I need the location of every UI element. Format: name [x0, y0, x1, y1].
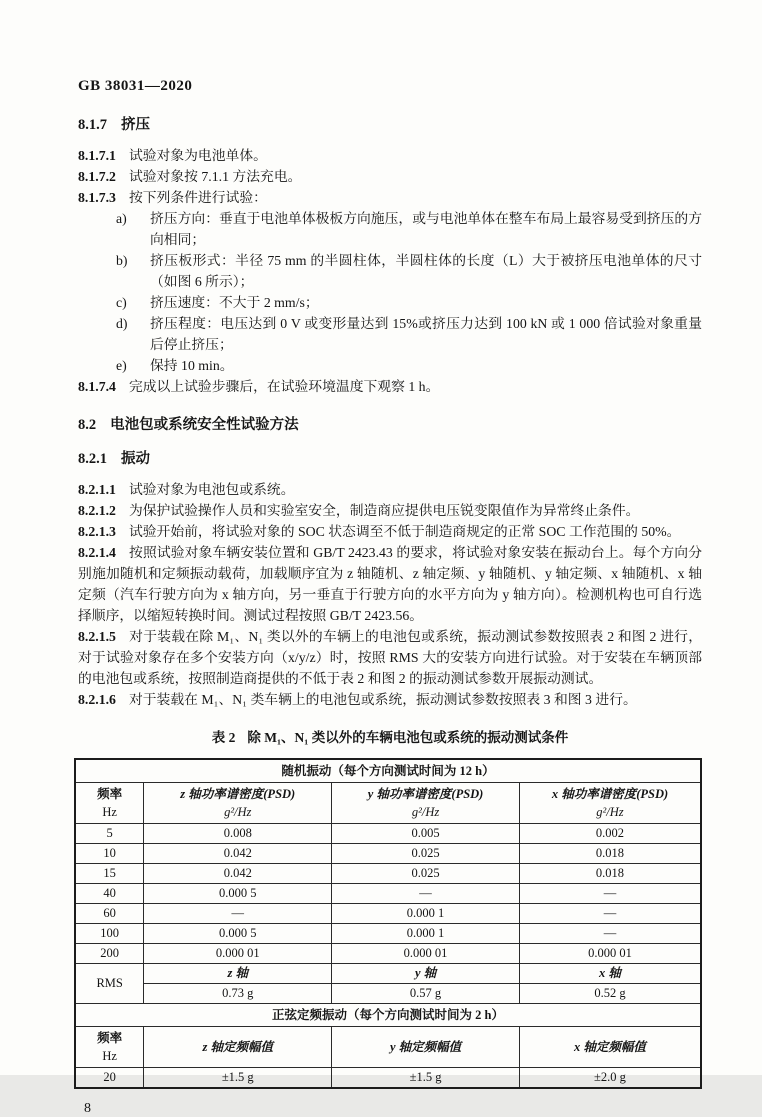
sine-z-column-header: z 轴定频幅值: [144, 1027, 332, 1068]
clause-text: 试验对象为电池包或系统。: [128, 482, 295, 497]
clause-number: 8.1.7.3: [78, 190, 116, 205]
clause-number: 8.1.7.2: [78, 169, 116, 184]
table-row: [75, 984, 701, 1004]
y-psd-cell: 0.000 1: [332, 924, 520, 944]
sine-freq-cell: 20: [75, 1068, 144, 1089]
frequency-label: 频率: [97, 1031, 123, 1045]
rms-x-value: 0.52 g: [519, 984, 701, 1004]
frequency-column-header: [75, 783, 144, 824]
clause-8-2-1-5: [78, 626, 702, 689]
list-label: d): [116, 316, 128, 331]
y-psd-label: y 轴功率谱密度(PSD): [367, 787, 484, 801]
list-text: 挤压速度：不大于 2 mm/s；: [150, 295, 319, 310]
z-psd-cell: 0.042: [144, 864, 332, 884]
clause-8-2-1-3: [78, 521, 702, 542]
standard-number-header: GB 38031—2020: [78, 78, 193, 94]
table-row: [75, 1027, 701, 1068]
clause-number: 8.2.1.3: [78, 524, 116, 539]
freq-cell: 40: [75, 884, 144, 904]
sine-frequency-column-header: [75, 1027, 144, 1068]
sine-vibration-header: 正弦定频振动（每个方向测试时间为 2 h）: [75, 1004, 701, 1027]
list-label: b): [116, 253, 128, 268]
table-row: [75, 1004, 701, 1027]
clause-number: 8.2.1.5: [78, 629, 116, 644]
table-row: [75, 944, 701, 964]
z-psd-cell: 0.042: [144, 844, 332, 864]
x-psd-cell: —: [519, 904, 701, 924]
rms-z-value: 0.73 g: [144, 984, 332, 1004]
heading-number: 8.1.7: [78, 117, 107, 133]
freq-cell: 5: [75, 824, 144, 844]
clause-8-2-1-2: [78, 500, 702, 521]
x-psd-cell: 0.002: [519, 824, 701, 844]
rms-z-axis-header: z 轴: [144, 964, 332, 984]
table-row: [75, 924, 701, 944]
x-psd-cell: 0.018: [519, 844, 701, 864]
list-item-e: [78, 355, 702, 376]
heading-8-2: [78, 415, 702, 435]
table-row: [75, 884, 701, 904]
list-item-a: [78, 208, 702, 250]
clause-text: 试验对象为电池单体。: [128, 148, 267, 163]
vibration-test-table: [74, 758, 702, 1089]
heading-number: 8.2: [78, 417, 97, 433]
frequency-unit: Hz: [102, 805, 117, 819]
x-psd-cell: 0.000 01: [519, 944, 701, 964]
z-psd-cell: 0.008: [144, 824, 332, 844]
clause-number: 8.2.1.1: [78, 482, 116, 497]
heading-8-1-7: [78, 115, 702, 135]
sine-y-column-header: y 轴定频幅值: [332, 1027, 520, 1068]
table-row: [75, 759, 701, 783]
y-psd-cell: 0.025: [332, 844, 520, 864]
clause-text: 按照试验对象车辆安装位置和 GB/T 2423.43 的要求，将试验对象安装在振动台上。每个方向分别施加随机和定频振动载荷，加载顺序宜为 z 轴随机、z 轴定频、y 轴随机、y 轴定频、x 轴随机、x 轴定频（汽车行驶方向为 x 轴方向，另一垂直于行驶方向的水平方向为 y 轴方向）。检测机构也可自行选择顺序，以缩短转换时间。测试过程按照 GB/T 2423.56。: [78, 545, 702, 623]
x-psd-cell: —: [519, 924, 701, 944]
list-item-b: [78, 250, 702, 292]
clause-number: 8.1.7.4: [78, 379, 116, 394]
y-psd-cell: 0.000 1: [332, 904, 520, 924]
list-item-d: [78, 313, 702, 355]
z-psd-unit: g²/Hz: [224, 805, 252, 819]
freq-cell: 15: [75, 864, 144, 884]
table-row: [75, 844, 701, 864]
table-row: [75, 904, 701, 924]
y-psd-cell: 0.005: [332, 824, 520, 844]
sine-x-value: ±2.0 g: [519, 1068, 701, 1089]
clause-text: 对于装载在 M₁、N₁ 类车辆上的电池包或系统，振动测试参数按照表 3 和图 3 进行。: [128, 692, 637, 707]
random-vibration-header: 随机振动（每个方向测试时间为 12 h）: [75, 759, 701, 783]
freq-cell: 200: [75, 944, 144, 964]
rms-x-axis-header: x 轴: [519, 964, 701, 984]
y-psd-cell: 0.000 01: [332, 944, 520, 964]
heading-title: 振动: [121, 451, 150, 467]
table-2-caption: [78, 726, 702, 746]
rms-y-value: 0.57 g: [332, 984, 520, 1004]
list-item-c: [78, 292, 702, 313]
rms-label-cell: RMS: [75, 964, 144, 1004]
clause-text: 按下列条件进行试验：: [128, 190, 267, 205]
x-psd-column-header: [519, 783, 701, 824]
freq-cell: 10: [75, 844, 144, 864]
frequency-label: 频率: [97, 787, 123, 801]
z-psd-column-header: [144, 783, 332, 824]
z-psd-cell: 0.000 5: [144, 924, 332, 944]
clause-8-1-7-1: [78, 145, 702, 166]
list-text: 挤压方向：垂直于电池单体极板方向施压，或与电池单体在整车布局上最容易受到挤压的方向相同；: [150, 211, 702, 247]
z-psd-cell: 0.000 01: [144, 944, 332, 964]
clause-text: 为保护试验操作人员和实验室安全，制造商应提供电压锐变限值作为异常终止条件。: [128, 503, 640, 518]
y-psd-column-header: [332, 783, 520, 824]
clause-8-1-7-3: [78, 187, 702, 208]
list-label: a): [116, 211, 127, 226]
freq-cell: 60: [75, 904, 144, 924]
heading-number: 8.2.1: [78, 451, 107, 467]
sine-y-value: ±1.5 g: [332, 1068, 520, 1089]
y-psd-cell: 0.025: [332, 864, 520, 884]
z-psd-cell: —: [144, 904, 332, 924]
clause-text: 完成以上试验步骤后，在试验环境温度下观察 1 h。: [128, 379, 440, 394]
clause-text: 对于装载在除 M₁、N₁ 类以外的车辆上的电池包或系统，振动测试参数按照表 2 和图 2 进行，对于试验对象存在多个安装方向（x/y/z）时，按照 RMS 大的安装方向进行试验。对于安装在车辆顶部的电池包或系统，按照制造商提供的不低于表 2 和图 2 的振动测试参数开展振动测试。: [78, 629, 702, 686]
sine-z-value: ±1.5 g: [144, 1068, 332, 1089]
heading-title: 挤压: [121, 117, 150, 133]
clause-number: 8.2.1.4: [78, 545, 116, 560]
table-row: [75, 964, 701, 984]
x-psd-label: x 轴功率谱密度(PSD): [551, 787, 669, 801]
list-label: c): [116, 295, 127, 310]
clause-8-1-7-4: [78, 376, 702, 397]
clause-8-2-1-4: [78, 542, 702, 626]
x-psd-cell: 0.018: [519, 864, 701, 884]
clause-number: 8.2.1.2: [78, 503, 116, 518]
table-row: [75, 864, 701, 884]
page-number: 8: [84, 1101, 91, 1116]
table-row: [75, 783, 701, 824]
clause-8-1-7-2: [78, 166, 702, 187]
y-psd-unit: g²/Hz: [411, 805, 440, 819]
rms-y-axis-header: y 轴: [332, 964, 520, 984]
clause-8-2-1-1: [78, 479, 702, 500]
x-psd-cell: —: [519, 884, 701, 904]
frequency-unit: Hz: [102, 1049, 117, 1063]
heading-title: 电池包或系统安全性试验方法: [110, 417, 299, 433]
list-text: 挤压板形式：半径 75 mm 的半圆柱体，半圆柱体的长度（L）大于被挤压电池单体的尺寸（如图 6 所示）；: [150, 253, 702, 289]
list-label: e): [116, 358, 127, 373]
list-text: 挤压程度：电压达到 0 V 或变形量达到 15%或挤压力达到 100 kN 或 1 000 倍试验对象重量后停止挤压；: [150, 316, 702, 352]
z-psd-label: z 轴功率谱密度(PSD): [180, 787, 296, 801]
table-row: [75, 1068, 701, 1089]
table-caption-text: 除 M₁、N₁ 类以外的车辆电池包或系统的振动测试条件: [247, 730, 569, 745]
heading-8-2-1: [78, 449, 702, 469]
table-caption-label: 表 2: [211, 730, 236, 745]
z-psd-cell: 0.000 5: [144, 884, 332, 904]
clause-8-2-1-6: [78, 689, 702, 710]
clause-number: 8.1.7.1: [78, 148, 116, 163]
clause-number: 8.2.1.6: [78, 692, 116, 707]
clause-text: 试验对象按 7.1.1 方法充电。: [128, 169, 302, 184]
sine-x-column-header: x 轴定频幅值: [519, 1027, 701, 1068]
x-psd-unit: g²/Hz: [596, 805, 624, 819]
freq-cell: 100: [75, 924, 144, 944]
y-psd-cell: —: [332, 884, 520, 904]
clause-text: 试验开始前，将试验对象的 SOC 状态调至不低于制造商规定的正常 SOC 工作范围的 50%。: [128, 524, 681, 539]
list-text: 保持 10 min。: [150, 358, 234, 373]
table-row: [75, 824, 701, 844]
